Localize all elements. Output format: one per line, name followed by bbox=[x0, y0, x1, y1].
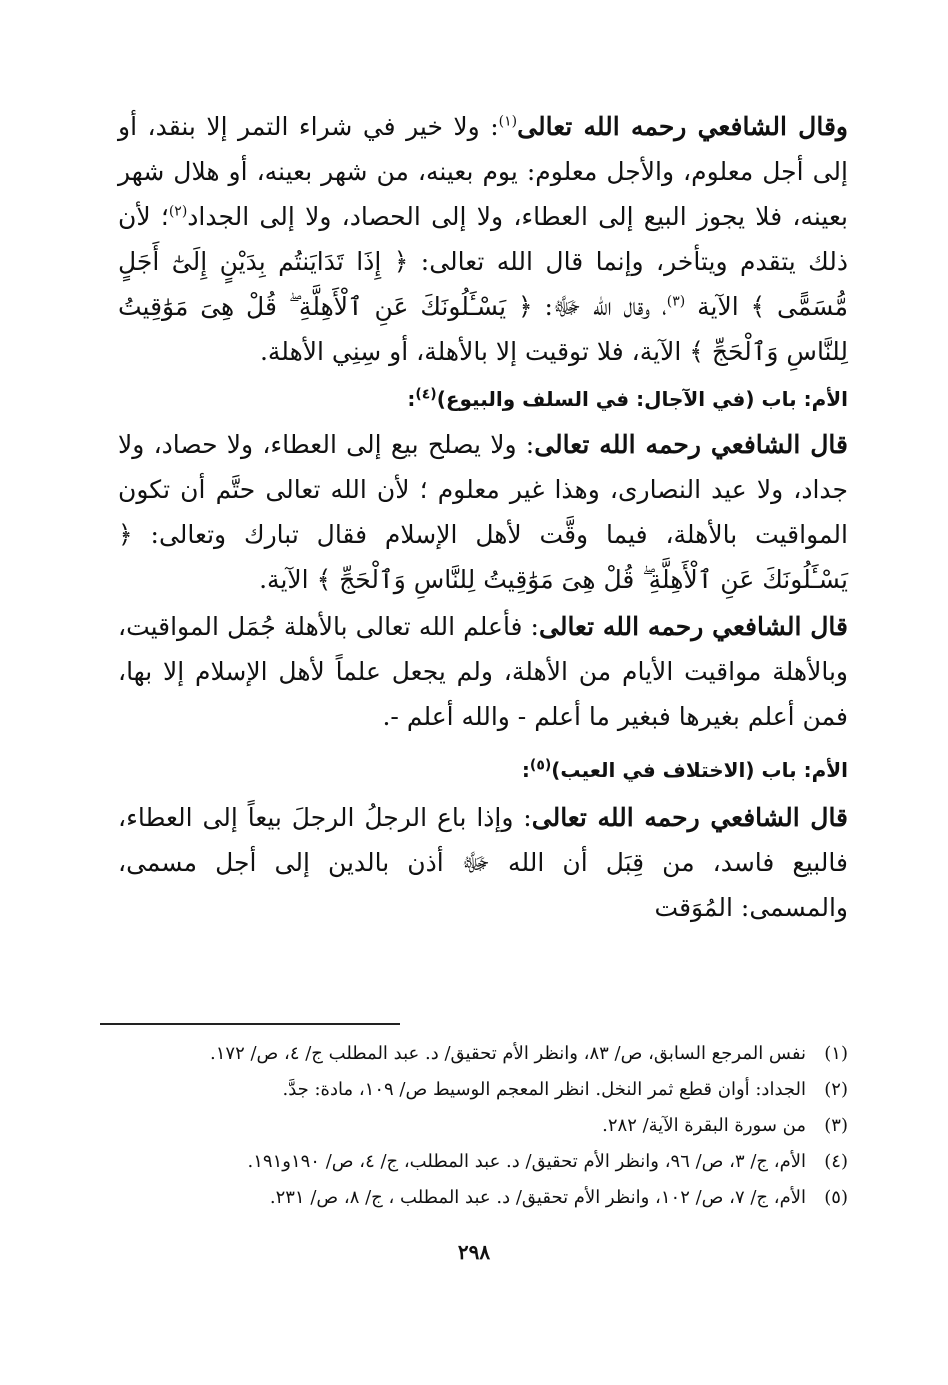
paragraph-text: : فأعلم الله تعالى بالأهلة جُمَل المواقيت، وبالأهلة مواقيت الأيام من الأهلة، ولم يجعل علماً لأهل الإسلام إلا بها، فمن أعلم بغيرها فبغير ما أعلم - والله أعلم -. bbox=[118, 612, 848, 731]
footnote-marker: (١) bbox=[498, 113, 518, 130]
footnote-marker: (٥) bbox=[529, 757, 552, 774]
paragraph-text: ؛ لأن ذلك يتقدم ويتأخر، وإنما قال الله تعالى: bbox=[118, 202, 848, 276]
footnote-text: من سورة البقرة الآية/ ٢٨٢. bbox=[602, 1115, 806, 1136]
paragraph-text: ، وقال الله ﷻ: bbox=[532, 292, 667, 321]
footnote-marker: (٤) bbox=[415, 386, 437, 403]
paragraph-text: : وإذا باع الرجلُ الرجلَ بيعاً إلى العطاء، فالبيع فاسد، من قِبَل أن الله ﷻ أذن بالدين إلى أجل مسمى، والمسمى: المُوَقت bbox=[118, 803, 848, 922]
paragraph-text: الآية، فلا توقيت إلا بالأهلة، أو سِنِي الأهلة. bbox=[259, 337, 690, 366]
section-heading bbox=[118, 755, 848, 785]
paragraph-text: الآية bbox=[685, 292, 751, 321]
speaker-lead: قال الشافعي رحمه الله تعالى bbox=[531, 803, 849, 832]
paragraph-text: الآية. bbox=[259, 565, 317, 594]
speaker-lead: وقال الشافعي رحمه الله تعالى bbox=[517, 112, 848, 141]
quran-verse: ﴿ يَسْـَٔلُونَكَ عَنِ ٱلْأَهِلَّةِ ۖ قُلْ هِىَ مَوَٰقِيتُ لِلنَّاسِ وَٱلْحَجِّ ﴾ bbox=[118, 520, 848, 594]
footnote-text: نفس المرجع السابق، ص/ ٨٣، وانظر الأم تحقيق/ د. عبد المطلب ج/ ٤، ص/ ١٧٢. bbox=[210, 1043, 806, 1064]
heading-text: الأم: باب (في الآجال: في السلف والبيوع) bbox=[436, 387, 848, 411]
footnote-item bbox=[150, 1144, 848, 1180]
footnote-number: (٥) bbox=[824, 1187, 848, 1208]
paragraph-text: : ولا يصلح بيع إلى العطاء، ولا حصاد، ولا جداد، ولا عيد النصارى، وهذا غير معلوم ؛ لأن الله تعالى حتَّم أن تكون المواقيت بالأهلة، فيما وقَّت لأهل الإسلام فقال تبارك وتعالى: bbox=[118, 430, 848, 549]
footnote-number: (٣) bbox=[824, 1115, 848, 1136]
heading-suffix: : bbox=[407, 387, 416, 411]
footnote-marker: (٢) bbox=[168, 203, 188, 220]
paragraph-3 bbox=[118, 604, 848, 739]
footnote-item bbox=[150, 1180, 848, 1216]
paragraph-text: : ولا خير في شراء التمر إلا بنقد، أو إلى أجل معلوم، والأجل معلوم: يوم بعينه، من شهر بعينه، أو هلال شهر بعينه، فلا يجوز البيع إلى العطاء، ولا إلى الحصاد، ولا إلى الجداد bbox=[118, 112, 848, 231]
footnotes-list bbox=[150, 1036, 848, 1216]
speaker-lead: قال الشافعي رحمه الله تعالى bbox=[534, 430, 849, 459]
quran-verse: ﴿ إِذَا تَدَايَنتُم بِدَيْنٍ إِلَىٰٓ أَجَلٍ مُّسَمًّى ﴾ bbox=[118, 247, 848, 321]
footnote-number: (٤) bbox=[824, 1151, 848, 1172]
footnote-text: الأم، ج/ ٧، ص/ ١٠٢، وانظر الأم تحقيق/ د. عبد المطلب ، ج/ ٨، ص/ ٢٣١. bbox=[269, 1187, 806, 1208]
footnote-number: (١) bbox=[824, 1043, 848, 1064]
quran-verse: ﴿ يَسْـَٔلُونَكَ عَنِ ٱلْأَهِلَّةِ ۖ قُلْ هِىَ مَوَٰقِيتُ لِلنَّاسِ وَٱلْحَجِّ ﴾ bbox=[118, 292, 848, 366]
speaker-lead: قال الشافعي رحمه الله تعالى bbox=[538, 612, 848, 641]
footnote-item bbox=[150, 1108, 848, 1144]
heading-suffix: : bbox=[521, 758, 530, 782]
paragraph-1 bbox=[118, 104, 848, 374]
footnote-text: الأم، ج/ ٣، ص/ ٩٦، وانظر الأم تحقيق/ د. عبد المطلب، ج/ ٤، ص/ ١٩٠و١٩١. bbox=[247, 1151, 806, 1172]
footnote-item bbox=[150, 1072, 848, 1108]
footnote-marker: (٣) bbox=[666, 293, 686, 310]
section-heading bbox=[118, 384, 848, 414]
page-number: ٢٩٨ bbox=[457, 1240, 491, 1264]
paragraph-4 bbox=[118, 795, 848, 930]
footnote-item bbox=[150, 1036, 848, 1072]
heading-text: الأم: باب (الاختلاف في العيب) bbox=[551, 758, 848, 782]
footnote-text: الجداد: أوان قطع ثمر النخل. انظر المعجم الوسيط ص/ ١٠٩، مادة: جدَّ. bbox=[282, 1079, 806, 1100]
footnote-number: (٢) bbox=[824, 1079, 848, 1100]
paragraph-2 bbox=[118, 422, 848, 602]
